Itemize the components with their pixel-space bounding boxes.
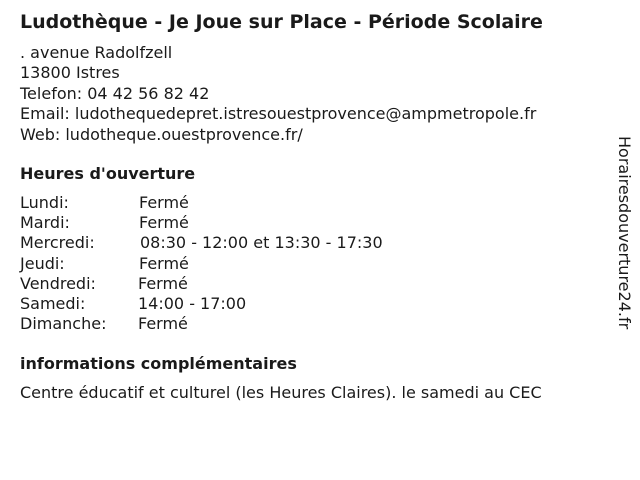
day-label: Vendredi: — [20, 273, 96, 293]
day-label: Mardi: — [20, 213, 70, 233]
day-label: Dimanche: — [20, 314, 107, 334]
day-hours: 14:00 - 17:00 — [138, 293, 247, 313]
address-street: . avenue Radolfzell — [20, 43, 173, 62]
day-label: Mercredi: — [20, 233, 95, 253]
site-watermark: Horairesdouverture24.fr — [615, 136, 634, 330]
email-line: Email: ludothequedepret.istresouestprovence@ampmetropole.fr — [20, 104, 537, 124]
address-city: 13800 Istres — [20, 63, 120, 83]
web-line: Web: ludotheque.ouestprovence.fr/ — [20, 124, 303, 144]
additional-info-heading: informations complémentaires — [20, 354, 297, 373]
phone-line: Telefon: 04 42 56 82 42 — [20, 83, 210, 103]
day-label: Lundi: — [20, 193, 69, 212]
day-hours: Fermé — [139, 213, 189, 233]
additional-info-text: Centre éducatif et culturel (les Heures Claires). le samedi au CEC — [20, 383, 542, 402]
contact-block — [20, 43, 536, 145]
day-label: Jeudi: — [20, 253, 65, 273]
page-title: Ludothèque - Je Joue sur Place - Période Scolaire — [20, 11, 543, 33]
day-hours: Fermé — [138, 314, 188, 334]
day-hours: Fermé — [139, 193, 189, 212]
day-hours: Fermé — [139, 253, 189, 273]
day-hours: 08:30 - 12:00 et 13:30 - 17:30 — [140, 233, 383, 253]
day-label: Samedi: — [20, 293, 86, 313]
day-hours: Fermé — [138, 273, 188, 293]
opening-hours-heading: Heures d'ouverture — [20, 164, 196, 183]
